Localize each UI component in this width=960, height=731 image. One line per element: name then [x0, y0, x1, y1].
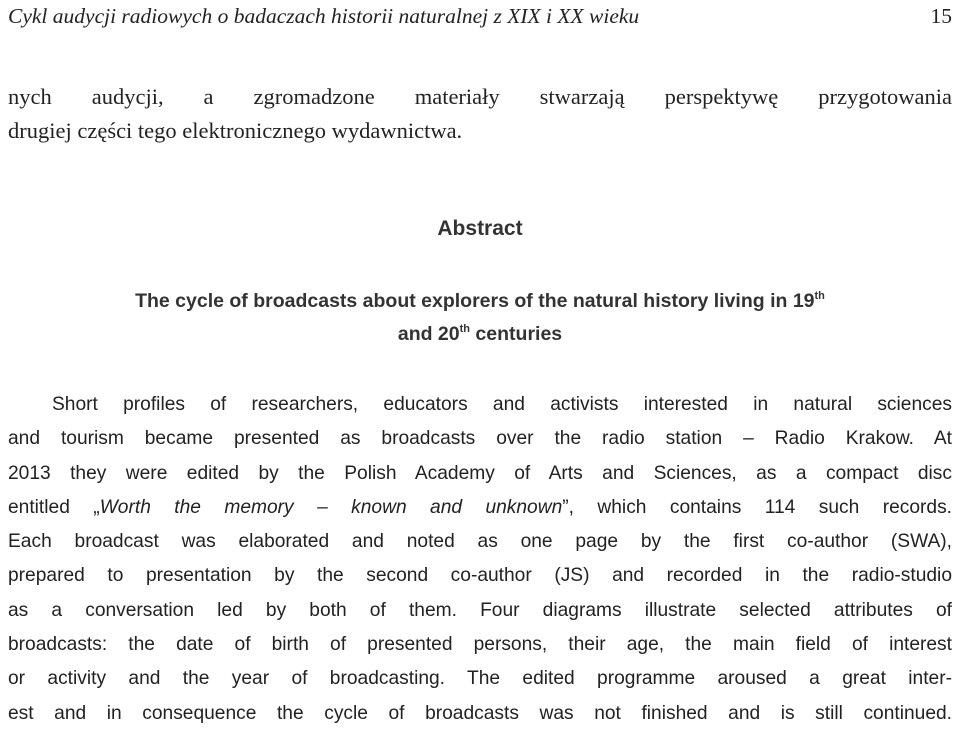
cd-title: Worth the memory – known and unknown [99, 496, 563, 518]
abstract-line: as a conversation led by both of them. Four diagrams illustrate selected attributes of [8, 599, 952, 621]
title-superscript: th [814, 290, 825, 302]
abstract-line: est and in consequence the cycle of broadcasts was not finished and is still continued. [8, 702, 952, 724]
title-text: The cycle of broadcasts about explorers of the natural history living in 19 [135, 290, 815, 312]
title-text: centuries [470, 323, 563, 345]
text-segment: ”, which contains 114 such records. [562, 496, 953, 518]
continued-paragraph [8, 80, 952, 148]
abstract-line: and tourism became presented as broadcasts over the radio station – Radio Krakow. At [8, 428, 952, 450]
abstract-title [0, 285, 960, 351]
abstract-line [8, 491, 952, 525]
abstract-title-line-2 [0, 318, 960, 351]
paragraph-line: nych audycji, a zgromadzone materiały stwarzają perspektywę przygotowania [8, 84, 952, 109]
abstract-line: broadcasts: the date of birth of presented persons, their age, the main field of interest [8, 634, 952, 656]
abstract-body [8, 388, 952, 731]
abstract-line: Short profiles of researchers, educators and activists interested in natural sciences [52, 394, 952, 415]
abstract-title-line-1 [0, 285, 960, 318]
abstract-heading: Abstract [437, 217, 523, 240]
abstract-line: prepared to presentation by the second co-author (JS) and recorded in the radio-studio [8, 565, 952, 587]
paragraph-line: drugiej części tego elektronicznego wydawnictwa. [8, 118, 463, 143]
abstract-line: 2013 they were edited by the Polish Academy of Arts and Sciences, as a compact disc [8, 462, 952, 484]
text-segment: entitled „ [8, 496, 100, 518]
abstract-line: Each broadcast was elaborated and noted as one page by the first co-author (SWA), [8, 531, 952, 553]
title-text: and 20 [397, 323, 460, 345]
abstract-line: or activity and the year of broadcasting. The edited programme aroused a great inter- [8, 668, 952, 690]
page-number: 15 [930, 4, 952, 28]
title-superscript: th [459, 323, 471, 335]
running-header-title: Cykl audycji radiowych o badaczach historii naturalnej z XIX i XX wieku [8, 4, 640, 28]
